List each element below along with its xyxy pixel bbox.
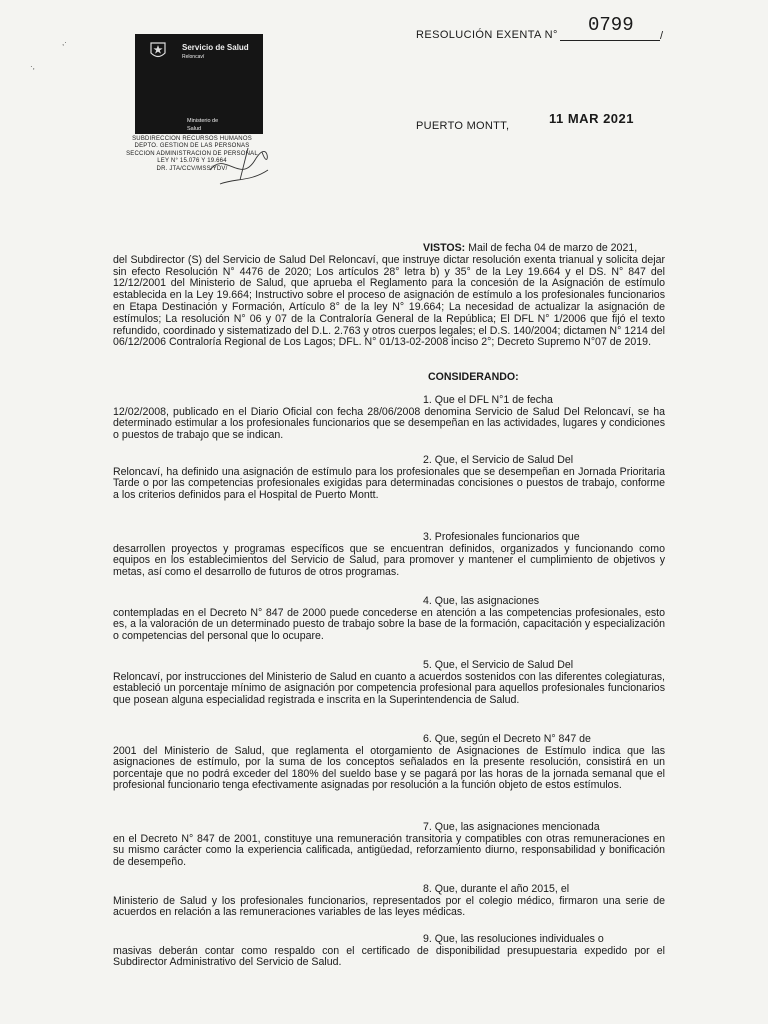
city: PUERTO MONTT, <box>416 120 510 132</box>
item-lead: 6. Que, según el Decreto N° 847 de <box>423 733 591 745</box>
vistos-lead: Mail de fecha 04 de marzo de 2021, <box>468 242 638 254</box>
vistos-section <box>113 243 665 349</box>
resolution-label: RESOLUCIÓN EXENTA N° <box>416 29 558 41</box>
considerando-item <box>113 395 665 441</box>
item-text: 12/02/2008, publicado en el Diario Oficial con fecha 28/06/2008 denomina Servicio de Salud Del Reloncaví, se ha determinado estimular a los profesionales funcionarios que se desempeñan en las actividades, lugares y condiciones o puestos de trabajo que se indican. <box>113 405 665 441</box>
considerando-item <box>113 934 665 969</box>
vistos-heading: VISTOS: <box>423 242 466 254</box>
item-lead: 2. Que, el Servicio de Salud Del <box>423 454 574 466</box>
item-lead: 5. Que, el Servicio de Salud Del <box>423 659 574 671</box>
date-stamp: 11 MAR 2021 <box>549 111 634 126</box>
item-text: Reloncaví, ha definido una asignación de estímulo para los profesionales que se desempeñan en Jornada Prioritaria Tarde o por las competencias profesionales exigidas para determinadas concisiones o puestos de trabajo, conforme a los criterios definidos para el Hospital de Puerto Montt. <box>113 465 665 501</box>
subdir-line: DEPTO. GESTION DE LAS PERSONAS <box>134 143 250 150</box>
subdir-line: DR. JTA/CCV/MSS/YDV/ <box>156 165 228 172</box>
item-lead: 3. Profesionales funcionarios que <box>423 531 580 543</box>
considerando-item <box>113 822 665 868</box>
logo-ministry: Ministerio de <box>187 118 219 124</box>
item-lead: 8. Que, durante el año 2015, el <box>423 883 570 895</box>
considerando-item <box>113 455 665 501</box>
scan-mark: ·, <box>30 62 35 71</box>
item-text: Ministerio de Salud y los profesionales funcionarios, representados por el colegio médico, firmaron una serie de acuerdos en relación a las remuneraciones variables de las leyes médicas. <box>113 894 665 919</box>
considerando-heading: CONSIDERANDO: <box>428 371 519 383</box>
item-lead: 9. Que, las resoluciones individuales o <box>423 933 604 945</box>
item-text: Reloncaví, por instrucciones del Ministerio de Salud en cuanto a acuerdos sostenidos con las diferentes colegiaturas, estableció un porcentaje mínimo de asignación por competencia profesional para aquellos profesionales funcionarios que posean alguna especialidad registrada e inscrita en la Superintendencia de Salud. <box>113 670 665 706</box>
considerando-item <box>113 884 665 919</box>
resolution-slash: / <box>660 30 664 42</box>
subdir-line: LEY N° 15.076 Y 19.664 <box>157 158 227 165</box>
coat-of-arms-icon <box>143 40 173 62</box>
item-text: contempladas en el Decreto N° 847 de 2000 puede concederse en atención a las competencias profesionales, esto es, a la valoración de un determinado puesto de trabajo sobre la base de la formación, capacitación y especialización o competencias del personal que lo ocupare. <box>113 606 665 642</box>
considerando-item <box>113 532 665 578</box>
vistos-text: del Subdirector (S) del Servicio de Salud Del Reloncaví, que instruye dictar resolución exenta trianual y solicita dejar sin efecto Resolución N° 4476 de 2020; Los artículos 28° letra b) y 35° de la Ley 19.664 y el DS. N° 847 del 12/12/2001 del Ministerio de Salud, que aprueba el Reglamento para la concesión de la Asignación de estímulo establecida en la Ley 19.664; Instructivo sobre el proceso de asignación de estímulo a los profesionales funcionarios en Etapa Destinación y Formación, Artículo 8° de la ley N° 19.664; La necesidad de actualizar la asignación de estímulos; La resolución N° 06 y 07 de la Contraloría General de la República; El DFL N° 1/2006 que fijó el texto refundido, coordinado y sistematizado del D.L. 2.763 y otros cuerpos legales; el D.S. 140/2004; dictamen N° 1214 del 06/12/2006 Contraloría Regional de Los Lagos; DFL. N° 01/13-02-2008 inciso 2°; Decreto Supremo N°07 de 2019. <box>113 253 665 349</box>
item-lead: 7. Que, las asignaciones mencionada <box>423 821 600 833</box>
service-logo <box>135 34 263 134</box>
scan-mark: ,· <box>62 38 67 47</box>
subdir-line: SUBDIRECCION RECURSOS HUMANOS <box>132 136 252 142</box>
subdir-line: SECCION ADMINISTRACION DE PERSONAL <box>126 150 258 157</box>
item-text: 2001 del Ministerio de Salud, que reglamenta el otorgamiento de Asignaciones de Estímulo indica que las asignaciones de estímulo, por la suma de los conceptos señalados en la presente resolución, consistirá en un porcentaje que no podrá exceder del 180% del sueldo base y se pagará por las horas de la jornada semanal que el profesional funcionario tenga efectivamente asignadas por resolución a la función objeto de estos estímulos. <box>113 744 665 792</box>
resolution-underline <box>560 40 660 41</box>
resolution-number: 0799 <box>588 14 634 36</box>
item-lead: 4. Que, las asignaciones <box>423 595 540 607</box>
considerando-item <box>113 596 665 642</box>
item-lead: 1. Que el DFL N°1 de fecha <box>423 394 553 406</box>
signature-scribble <box>200 140 280 190</box>
item-text: en el Decreto N° 847 de 2001, constituye una remuneración transitoria y compatibles con otras remuneraciones en su mismo carácter como la experiencia calificada, antigüedad, reforzamiento diurno, responsabilidad y bonificación de desempeño. <box>113 832 665 868</box>
logo-region: Reloncaví <box>182 54 205 60</box>
logo-health: Salud <box>187 126 202 132</box>
considerando-item <box>113 660 665 706</box>
item-text: masivas deberán contar como respaldo con el certificado de disponibilidad presupuestaria expedido por el Subdirector Administrativo del Servicio de Salud. <box>113 944 665 969</box>
considerando-item <box>113 734 665 792</box>
item-text: desarrollen proyectos y programas específicos que se encuentran definidos, organizados y funcionando como equipos en los establecimientos del Servicio de Salud, para promover y mantener el cumplimiento de objetivos y metas, así como el desarrollo de futuros de otros programas. <box>113 542 665 578</box>
logo-title: Servicio de Salud <box>182 43 249 52</box>
